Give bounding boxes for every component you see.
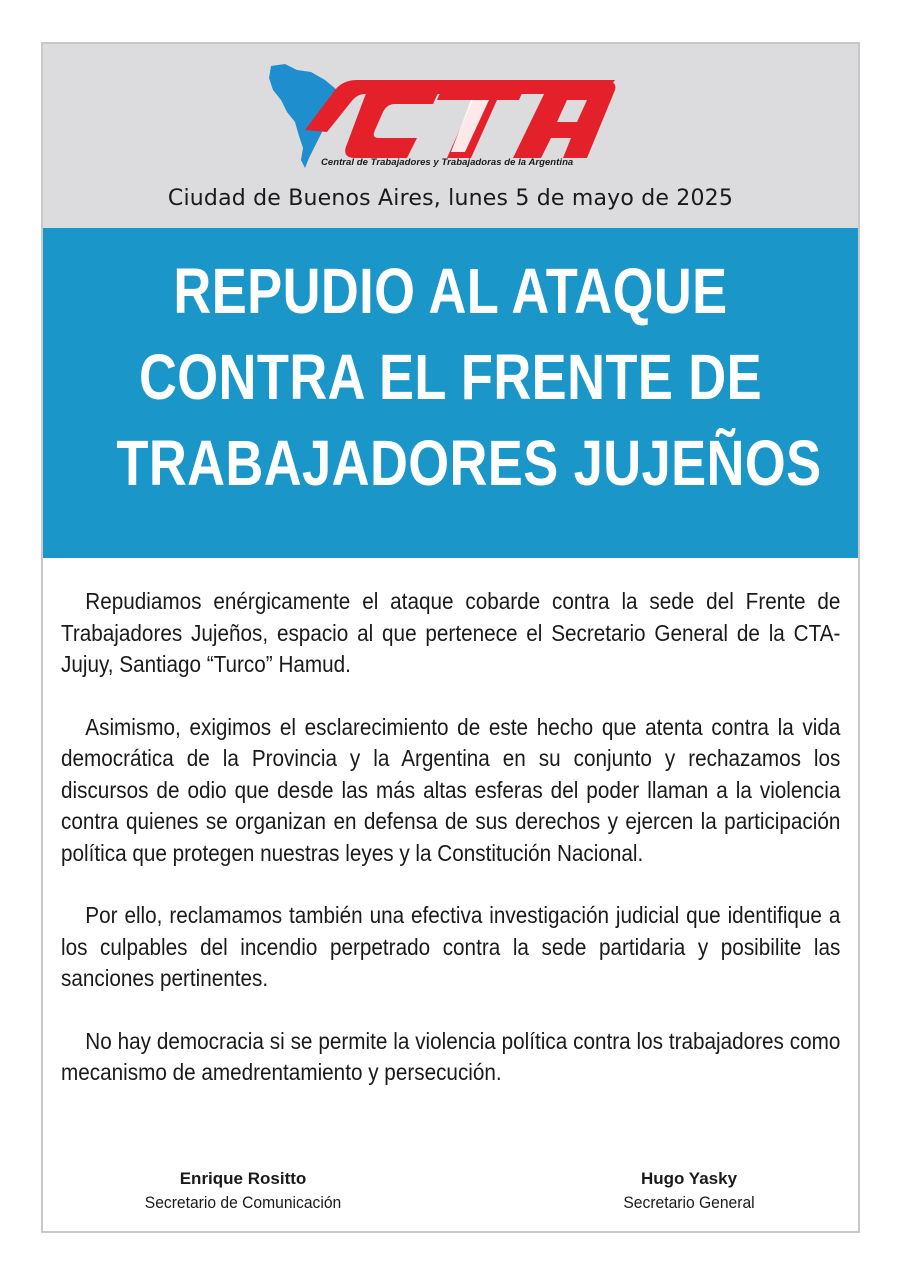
logo-tagline: Central de Trabajadores y Trabajadoras de la Argentina — [321, 157, 574, 168]
date-line: Ciudad de Buenos Aires, lunes 5 de mayo de 2025 — [167, 186, 734, 211]
paragraph-3: Por ello, reclamamos también una efectiva investigación judicial que identifique a los culpables del incendio perpetrado contra la sede partidaria y posibilite las sanciones pertinentes. — [61, 902, 841, 991]
logo-text: CTA — [485, 130, 487, 131]
signature-right — [589, 1167, 789, 1215]
title-band — [43, 228, 858, 558]
paragraph-4: No hay democracia si se permite la violencia política contra los trabajadores como mecanismo de amedrentamiento y persecución. — [61, 1027, 841, 1085]
signer-name: Hugo Yasky — [640, 1169, 738, 1188]
signer-name: Enrique Rositto — [179, 1169, 307, 1188]
signer-role: Secretario General — [623, 1193, 755, 1212]
paragraph-2: Asimismo, exigimos el esclarecimiento de este hecho que atenta contra la vida democrática de la Provincia y la Argentina en su conjunto y rechazamos los discursos de odio que desde las más altas esferas del poder llaman a la violencia contra quienes se organizan en defensa de sus derechos y ejercen la participación política que protegen nuestras leyes y la Constitución Nacional. — [61, 713, 841, 866]
cta-logo — [265, 60, 625, 172]
statement-body — [61, 586, 841, 1120]
statement-frame — [41, 42, 860, 1233]
paragraph-1: Repudiamos enérgicamente el ataque cobarde contra la sede del Frente de Trabajadores Jujeños, espacio al que pertenece el Secretario General de la CTA-Jujuy, Santiago “Turco” Hamud. — [61, 588, 841, 677]
title-line-3: TRABAJADORES JUJEÑOS — [116, 427, 822, 499]
signer-role: Secretario de Comunicación — [144, 1193, 342, 1212]
title-line-2: CONTRA EL FRENTE DE — [139, 341, 762, 413]
signature-left — [113, 1167, 373, 1215]
title-line-1: REPUDIO AL ATAQUE — [173, 255, 728, 327]
header-band — [43, 44, 858, 228]
